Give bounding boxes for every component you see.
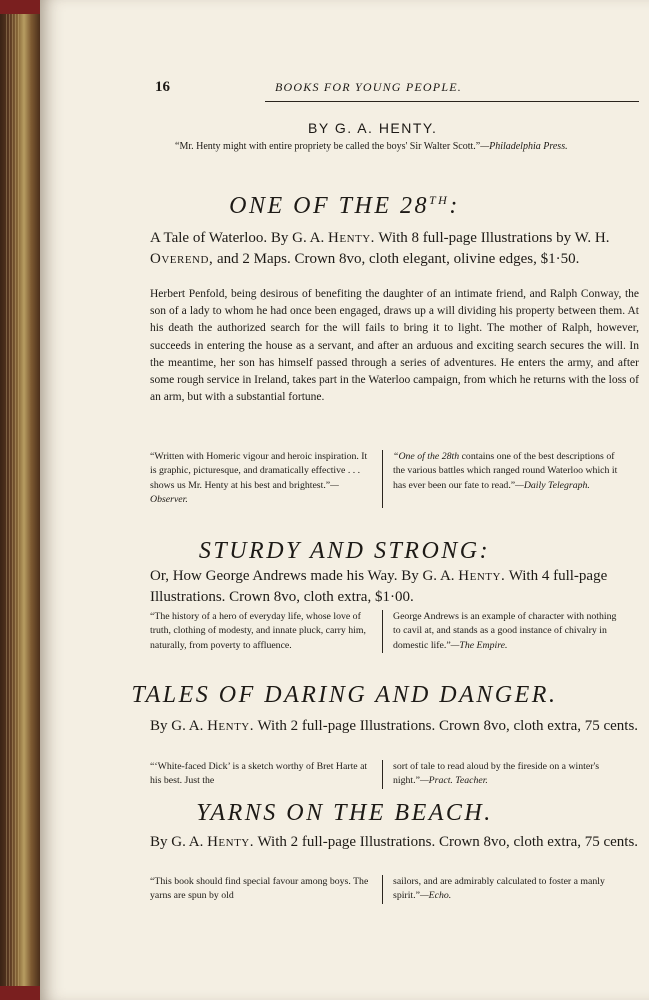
desc-author: Henty. [328,230,375,246]
review-right [393,875,619,904]
review-source: —Daily Telegraph. [515,479,590,491]
review-divider [382,875,383,904]
review-left [150,450,372,508]
desc-text: Or, How George Andrews made his Way. By G. A. [150,568,459,584]
desc-text: With 2 full-page Illustrations. Crown 8vo, cloth extra, 75 cents. [254,718,639,734]
desc-text: By G. A. [150,718,208,734]
review-left: “This book should find special favour among boys. The yarns are spun by old [150,876,369,902]
book-summary: Herbert Penfold, being desirous of benefiting the daughter of an intimate friend, and Ralph Conway, the son of a lady to whom he had once been engaged, draws up a will dividing his property between them. At his death the authorized search for the will fails to bring it to light. The mother of Ralph, however, succeeds in entering the house as a servant, and after an arduous and exciting search secures the will. In the meantime, her son has himself passed through a series of adventures. He enters the army, and after some rough service in Ireland, takes part in the Waterloo campaign, from which he returns with the loss of an arm, but with a substantial fortune. [150,288,639,404]
review-title-italic: “One of the 28th [393,451,460,462]
author-quote-text: “Mr. Henty might with entire propriety be called the boys' Sir Walter Scott.” [175,141,481,152]
review-text: George Andrews is an example of character with nothing to cavil at, and stands as a good instance of chivalry in domestic life.” [393,611,617,651]
review-right [393,610,619,653]
desc-text: By G. A. [150,834,208,850]
book-reviews [150,875,648,904]
book-reviews [150,450,648,508]
desc-text: With 4 full-page Illustrations. Crown 8vo, cloth extra, $1·00. [150,568,608,605]
review-text: “Written with Homeric vigour and heroic inspiration. It is graphic, picturesque, and dramatically effective . . . shows us Mr. Henty at his best and brightest.” [150,451,368,491]
review-source: —Echo. [419,890,452,902]
review-divider [382,610,383,653]
desc-illustrator: Overend, [150,251,214,267]
review-left: “‘White-faced Dick’ is a sketch worthy of Bret Harte at his best. Just the [150,761,368,787]
desc-text: With 8 full-page Illustrations by W. H. [374,230,610,246]
desc-author: Henty. [458,568,506,584]
review-divider [382,450,383,508]
review-right [393,760,619,789]
book-description [150,228,640,270]
header-rule [265,101,639,102]
review-text: sailors, and are admirably calculated to foster a manly spirit.” [393,876,605,902]
book-title-yarns-on-the-beach: YARNS ON THE BEACH. [196,800,493,826]
book-description [150,832,645,853]
review-text: sort of tale to read aloud by the fireside on a winter's night.” [393,761,600,787]
book-spine-edge [0,0,40,1000]
author-quote [175,139,635,154]
book-reviews [150,760,648,789]
review-source: —Pract. Teacher. [419,775,488,787]
desc-text: A Tale of Waterloo. By G. A. [150,230,329,246]
book-title-sturdy-and-strong: STURDY AND STRONG: [198,538,491,564]
running-title: BOOKS FOR YOUNG PEOPLE. [275,80,462,94]
review-left: “The history of a hero of everyday life, whose love of truth, clothing of modesty, and innate pluck, carry him, naturally, from poverty to affluence. [150,611,366,651]
book-title-superscript: TH [429,193,450,207]
book-reviews [150,610,648,653]
author-quote-source: —Philadelphia Press. [480,141,568,152]
page [40,0,649,1000]
review-source: —Observer. [150,479,339,506]
book-description [150,566,645,608]
review-right [393,450,619,508]
page-number: 16 [155,79,170,95]
book-title-tales-of-daring-and-danger: TALES OF DARING AND DANGER. [131,682,558,708]
review-divider [382,760,383,789]
desc-author: Henty. [207,718,255,734]
review-source: —The Empire. [450,639,508,651]
author-byline: BY G. A. HENTY. [308,120,438,136]
desc-text: With 2 full-page Illustrations. Crown 8vo, cloth extra, 75 cents. [254,834,639,850]
review-text: contains one of the best descriptions of the various battles which ranged round Waterloo which it has ever been our fate to read.” [393,451,618,491]
book-title-one-of-the-28th [40,193,649,220]
book-description [150,716,645,737]
desc-author: Henty. [207,834,255,850]
book-title-text: ONE OF THE 28 [229,193,429,219]
book-title-colon: : [449,193,460,219]
desc-text: and 2 Maps. Crown 8vo, cloth elegant, olivine edges, $1·50. [213,251,580,267]
